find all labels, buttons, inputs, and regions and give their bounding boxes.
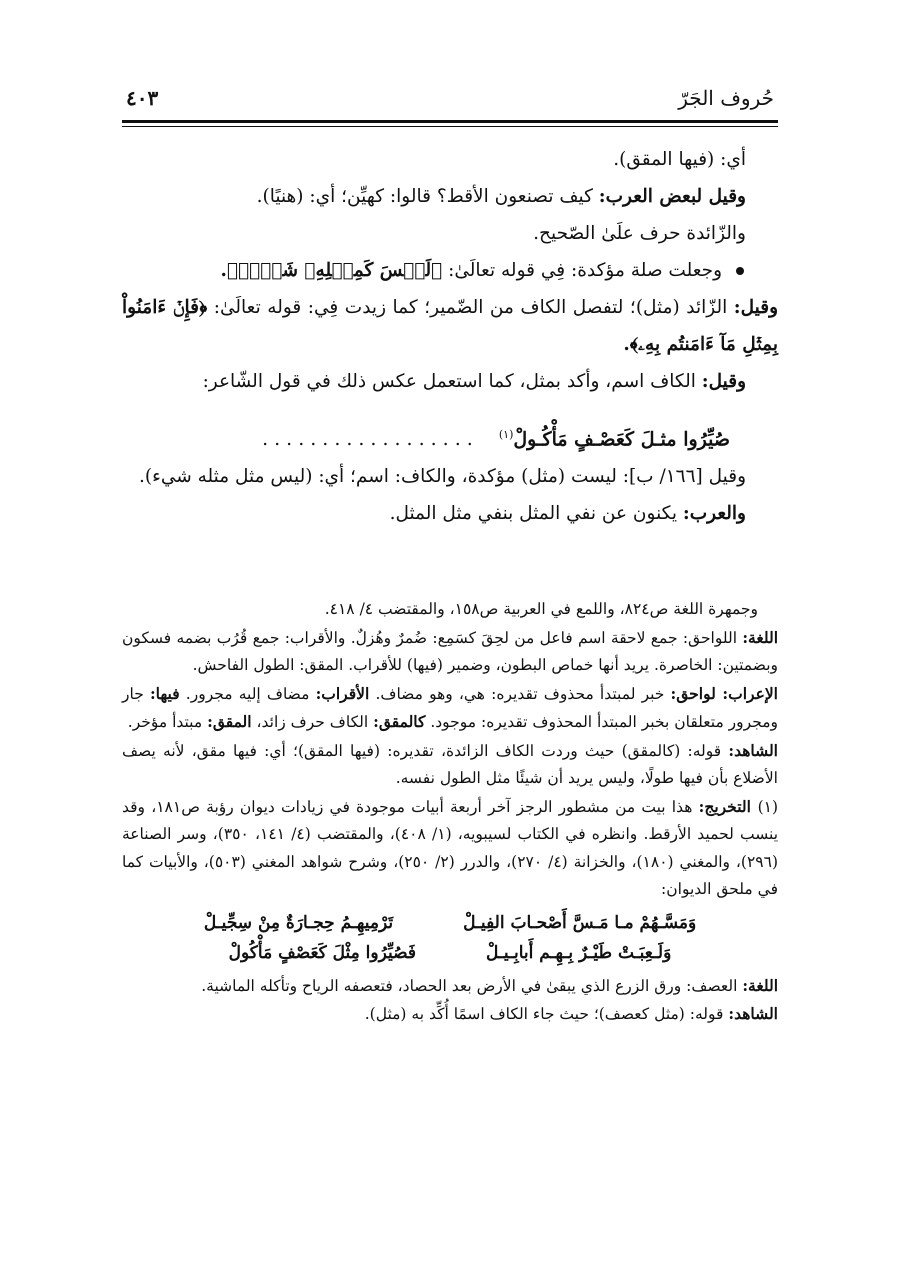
page-number: ٤٠٣ — [126, 86, 159, 110]
paragraph-label: والعرب: — [682, 503, 746, 524]
paragraph-text: وجعلت صلة مؤكدة: فِي قوله تعالَىٰ: — [442, 260, 722, 281]
paragraph — [122, 495, 778, 532]
hemistich: فَصُيِّرُوا مِثْلَ كَعَصْفٍ مَأْكُولْ — [228, 942, 416, 963]
footnote-number: (١) — [757, 797, 779, 816]
book-page — [122, 86, 778, 1029]
paragraph-label: وقيل: — [733, 297, 778, 318]
footnote-label: الشاهد: — [728, 740, 778, 760]
page-header — [122, 86, 778, 120]
footnote — [122, 624, 778, 680]
poem-line — [122, 938, 778, 968]
footnote-label: اللغة: — [742, 627, 778, 647]
paragraph-text: الكاف اسم، وأكد بمثل، كما استعمل عكس ذلك في قول الشّاعر: — [202, 371, 702, 392]
paragraph-text: والزّائدة حرف علَىٰ الصّحيح. — [533, 223, 746, 244]
footnote-label: الشاهد: — [728, 1004, 778, 1023]
paragraph-text: كيف تصنعون الأقط؟ قالوا: كهيِّن؛ أي: (هنيًا). — [256, 186, 599, 207]
header-rule-thick — [122, 120, 778, 123]
footnote — [122, 1000, 778, 1029]
footnote — [122, 680, 778, 737]
footnote-ref: (١) — [498, 428, 514, 441]
paragraph — [122, 289, 778, 363]
hemistich: وَمَسَّـهُمْ مـا مَـسَّ أَصْحـابَ الفِيـلْ — [463, 912, 697, 933]
footnote-label: اللغة: — [742, 975, 778, 995]
poetry-verse — [122, 412, 778, 458]
footnote — [122, 737, 778, 793]
footnote-label: الإعراب: لواحق: — [670, 683, 778, 703]
poem — [122, 908, 778, 968]
paragraph — [122, 215, 778, 252]
footnote — [122, 596, 778, 624]
paragraph-label: وقيل: — [701, 371, 746, 392]
footnote — [122, 972, 778, 1001]
footnote-label: كالمقق: — [373, 712, 426, 731]
paragraph — [122, 141, 778, 178]
footnote-text: الكاف حرف زائد، — [251, 713, 374, 731]
header-rule-thin — [122, 126, 778, 127]
footnote-text: اللواحق: جمع لاحقة اسم فاعل من لحِقَ كسَمِع: ضُمرٌ وهُزلٌ. والأقراب: جمع قُرُب بضمه فسكون وبضمتين: الخاصرة. يريد أنها خماص البطون، وضمير (فيها) للأقراب. المقق: الطول الفاحش. — [122, 628, 778, 674]
paragraph-text: أي: (فيها المقق). — [613, 149, 746, 170]
footnote — [122, 793, 778, 904]
paragraph — [122, 178, 778, 215]
paragraph — [122, 363, 778, 400]
footnote-text: قوله: (مثل كعصف)؛ حيث جاء الكاف اسمًا أُكِّد به (مثل). — [364, 1005, 729, 1023]
footnote-label: فيها: — [149, 683, 180, 703]
footnote-text: جار ومجرور متعلقان بخبر المبتدأ المحذوف تقديره: موجود. — [122, 684, 778, 731]
footnote-text: هذا بيت من مشطور الرجز آخر أربعة أبيات موجودة في زيادات ديوان رؤبة ص١٨١، وقد ينسب لحميد الأرقط. وانظره في الكتاب لسيبويه، (١/ ٤٠٨)، والمقتضب (٤/ ١٤١، ٣٥٠)، وسر الصناعة (٢٩٦)، والمغني (١٨٠)، والخزانة (٤/ ٢٧٠)، والدرر (٢/ ٢٥٠)، وشرح شواهد المغني (٥٠٣)، والأبيات كما في ملحق الديوان: — [122, 797, 779, 898]
footnote-text: وجمهرة اللغة ص٨٢٤، واللمع في العربية ص١٥٨، والمقتضب ٤/ ٤١٨. — [324, 600, 758, 618]
bullet-icon — [736, 267, 744, 275]
footnote-text: مبتدأ مؤخر. — [127, 713, 208, 731]
quran-verse: ﴿لَيۡسَ كَمِثۡلِهِۦ شَيۡءٞ﴾. — [220, 260, 443, 281]
footnote-text: قوله: (كالمقق) حيث وردت الكاف الزائدة، تقديره: (فيها المقق)؛ أي: فيها مقق، لأنه يصف الأضلاع بأن فيها طولًا، وليس يريد أن شيئًا مثل الطول نفسه. — [122, 741, 778, 787]
footnotes — [122, 596, 778, 1029]
running-title: حُروف الجَرّ — [678, 86, 774, 110]
hemistich: وَلَـعِبَـتْ طَيْـرٌ بِـهِـم أَبابِـيـلْ — [486, 942, 672, 963]
footnote-text: مضاف إليه مجرور. — [179, 684, 316, 703]
quran-verse: ﴿فَإِنۡ ءَامَنُواْ بِمِثۡلِ مَآ ءَامَنتُم بِهِۦ﴾. — [122, 297, 778, 355]
paragraph-text: وقيل [١٦٦/ ب]: ليست (مثل) مؤكدة، والكاف: اسم؛ أي: (ليس مثل مثله شيء). — [139, 466, 746, 487]
verse-dots: .................. — [262, 428, 479, 451]
paragraph — [122, 458, 778, 495]
paragraph-text: يكنون عن نفي المثل بنفي مثل المثل. — [389, 503, 683, 524]
paragraph-text: الزّائد (مثل)؛ لتفصل الكاف من الضّمير؛ كما زيدت فِي: قوله تعالَىٰ: — [207, 297, 734, 318]
paragraph-label: وقيل لبعض العرب: — [598, 186, 746, 207]
footnote-label: الأقراب: — [315, 683, 370, 703]
main-text — [122, 141, 778, 532]
spacer — [122, 532, 778, 596]
footnote-text: العصف: ورق الزرع الذي يبقىٰ في الأرض بعد الحصاد، فتعصفه الرياح وتأكله الماشية. — [201, 976, 743, 995]
hemistich: تَرْمِيهِـمُ حِجـارَةٌ مِنْ سِجِّيـلْ — [203, 912, 394, 933]
footnote-label: التخريج: — [698, 796, 758, 816]
footnote-label: المقق: — [207, 712, 252, 731]
verse-text: صُيِّرُوا مثـلَ كَعَصْـفٍ مَأْكُـولْ — [513, 428, 730, 451]
bullet-item — [122, 252, 778, 289]
poem-line — [122, 908, 778, 938]
footnote-text: خبر لمبتدأ محذوف تقديره: هي، وهو مضاف. — [369, 684, 671, 703]
